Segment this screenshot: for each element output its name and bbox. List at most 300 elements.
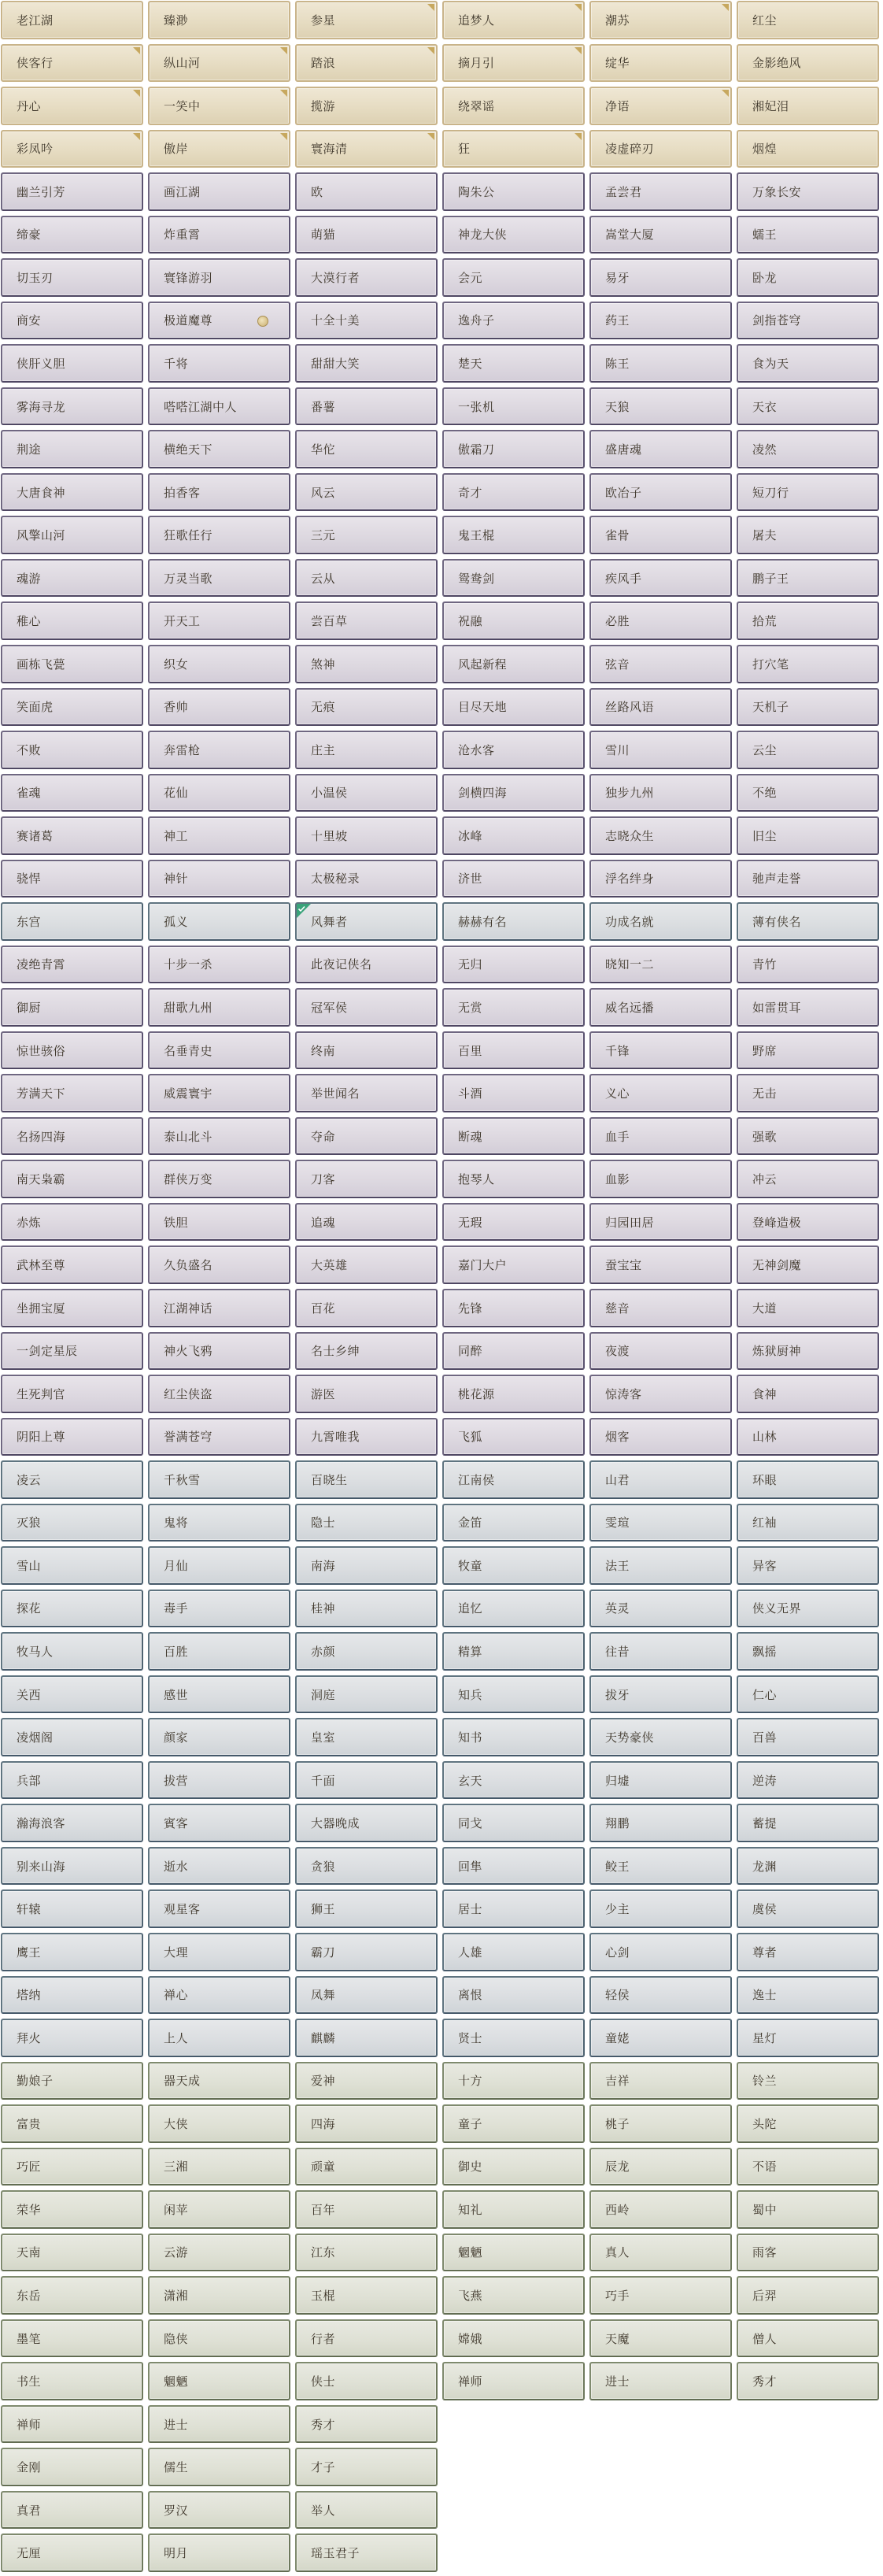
- title-tile[interactable]: [1, 1675, 143, 1714]
- title-tile[interactable]: [442, 1375, 585, 1413]
- title-tile[interactable]: [148, 2019, 290, 2057]
- title-tile[interactable]: [589, 2362, 732, 2400]
- title-tile[interactable]: [442, 1117, 585, 1156]
- title-tile[interactable]: [442, 1546, 585, 1585]
- title-tile[interactable]: [295, 902, 438, 941]
- title-tile[interactable]: [442, 688, 585, 727]
- title-tile[interactable]: [442, 387, 585, 426]
- title-tile[interactable]: [148, 1245, 290, 1284]
- title-tile[interactable]: [1, 2405, 143, 2444]
- title-tile[interactable]: [589, 87, 732, 125]
- title-tile[interactable]: [1, 2448, 143, 2486]
- title-tile[interactable]: [737, 430, 879, 468]
- title-tile[interactable]: [148, 1804, 290, 1842]
- title-tile[interactable]: [295, 816, 438, 855]
- title-tile[interactable]: [1, 2148, 143, 2186]
- title-tile[interactable]: [589, 2319, 732, 2358]
- title-tile[interactable]: [737, 1245, 879, 1284]
- title-tile[interactable]: [148, 860, 290, 898]
- title-tile[interactable]: [442, 601, 585, 640]
- title-tile[interactable]: [442, 1976, 585, 2015]
- title-tile[interactable]: [442, 2019, 585, 2057]
- title-tile[interactable]: [737, 1889, 879, 1928]
- title-tile[interactable]: [442, 1460, 585, 1499]
- title-tile[interactable]: [148, 302, 290, 340]
- title-tile[interactable]: [442, 988, 585, 1027]
- title-tile[interactable]: [442, 1718, 585, 1756]
- title-tile[interactable]: [295, 44, 438, 83]
- title-tile[interactable]: [295, 1804, 438, 1842]
- title-tile[interactable]: [148, 1976, 290, 2015]
- title-tile[interactable]: [1, 1245, 143, 1284]
- title-tile[interactable]: [148, 2533, 290, 2572]
- title-tile[interactable]: [1, 1804, 143, 1842]
- title-tile[interactable]: [589, 1460, 732, 1499]
- title-tile[interactable]: [442, 1203, 585, 1242]
- title-tile[interactable]: [148, 1160, 290, 1198]
- title-tile[interactable]: [589, 302, 732, 340]
- title-tile[interactable]: [148, 1718, 290, 1756]
- title-tile[interactable]: [737, 2062, 879, 2100]
- title-tile[interactable]: [148, 1289, 290, 1327]
- title-tile[interactable]: [295, 1160, 438, 1198]
- title-tile[interactable]: [589, 1976, 732, 2015]
- title-tile[interactable]: [1, 946, 143, 984]
- title-tile[interactable]: [295, 946, 438, 984]
- title-tile[interactable]: [737, 1804, 879, 1842]
- title-tile[interactable]: [589, 516, 732, 554]
- title-tile[interactable]: [442, 1, 585, 39]
- title-tile[interactable]: [295, 387, 438, 426]
- title-tile[interactable]: [589, 1889, 732, 1928]
- title-tile[interactable]: [295, 473, 438, 512]
- title-tile[interactable]: [295, 1289, 438, 1327]
- title-tile[interactable]: [1, 1031, 143, 1070]
- title-tile[interactable]: [737, 1203, 879, 1242]
- title-tile[interactable]: [442, 44, 585, 83]
- title-tile[interactable]: [737, 731, 879, 769]
- title-tile[interactable]: [295, 216, 438, 254]
- title-tile[interactable]: [295, 2190, 438, 2229]
- title-tile[interactable]: [148, 601, 290, 640]
- title-tile[interactable]: [1, 731, 143, 769]
- title-tile[interactable]: [737, 1074, 879, 1112]
- title-tile[interactable]: [295, 1375, 438, 1413]
- title-tile[interactable]: [737, 1160, 879, 1198]
- title-tile[interactable]: [1, 1418, 143, 1456]
- title-tile[interactable]: [295, 1203, 438, 1242]
- title-tile[interactable]: [442, 816, 585, 855]
- title-tile[interactable]: [1, 1289, 143, 1327]
- title-tile[interactable]: [1, 1117, 143, 1156]
- title-tile[interactable]: [442, 302, 585, 340]
- title-tile[interactable]: [295, 1847, 438, 1886]
- title-tile[interactable]: [442, 1933, 585, 1971]
- title-tile[interactable]: [442, 1074, 585, 1112]
- title-tile[interactable]: [442, 774, 585, 812]
- title-tile[interactable]: [442, 1245, 585, 1284]
- title-tile[interactable]: [1, 172, 143, 211]
- title-tile[interactable]: [442, 1031, 585, 1070]
- title-tile[interactable]: [295, 2062, 438, 2100]
- title-tile[interactable]: [1, 688, 143, 727]
- title-tile[interactable]: [442, 1418, 585, 1456]
- title-tile[interactable]: [1, 2491, 143, 2530]
- title-tile[interactable]: [589, 1375, 732, 1413]
- title-tile[interactable]: [442, 2148, 585, 2186]
- title-tile[interactable]: [442, 2234, 585, 2272]
- title-tile[interactable]: [148, 2276, 290, 2315]
- title-tile[interactable]: [442, 731, 585, 769]
- title-tile[interactable]: [589, 172, 732, 211]
- title-tile[interactable]: [1, 1718, 143, 1756]
- title-tile[interactable]: [589, 1245, 732, 1284]
- title-tile[interactable]: [589, 44, 732, 83]
- title-tile[interactable]: [737, 1031, 879, 1070]
- title-tile[interactable]: [295, 601, 438, 640]
- title-tile[interactable]: [589, 774, 732, 812]
- title-tile[interactable]: [737, 1847, 879, 1886]
- title-tile[interactable]: [589, 1, 732, 39]
- title-tile[interactable]: [737, 387, 879, 426]
- title-tile[interactable]: [589, 688, 732, 727]
- title-tile[interactable]: [589, 130, 732, 168]
- title-tile[interactable]: [295, 2491, 438, 2530]
- title-tile[interactable]: [1, 216, 143, 254]
- title-tile[interactable]: [295, 258, 438, 297]
- title-tile[interactable]: [737, 1, 879, 39]
- title-tile[interactable]: [295, 2104, 438, 2143]
- title-tile[interactable]: [589, 601, 732, 640]
- title-tile[interactable]: [1, 1933, 143, 1971]
- title-tile[interactable]: [148, 559, 290, 598]
- title-tile[interactable]: [1, 2104, 143, 2143]
- title-tile[interactable]: [442, 860, 585, 898]
- title-tile[interactable]: [589, 1804, 732, 1842]
- title-tile[interactable]: [148, 1761, 290, 1800]
- title-tile[interactable]: [737, 258, 879, 297]
- title-tile[interactable]: [295, 688, 438, 727]
- title-tile[interactable]: [442, 1289, 585, 1327]
- title-tile[interactable]: [589, 2019, 732, 2057]
- title-tile[interactable]: [148, 44, 290, 83]
- title-tile[interactable]: [1, 387, 143, 426]
- title-tile[interactable]: [148, 946, 290, 984]
- title-tile[interactable]: [589, 2190, 732, 2229]
- title-tile[interactable]: [295, 172, 438, 211]
- title-tile[interactable]: [589, 731, 732, 769]
- title-tile[interactable]: [737, 988, 879, 1027]
- title-tile[interactable]: [737, 2234, 879, 2272]
- title-tile[interactable]: [295, 516, 438, 554]
- title-tile[interactable]: [1, 1160, 143, 1198]
- title-tile[interactable]: [589, 2104, 732, 2143]
- title-tile[interactable]: [295, 1074, 438, 1112]
- title-tile[interactable]: [1, 645, 143, 683]
- title-tile[interactable]: [737, 601, 879, 640]
- title-tile[interactable]: [1, 988, 143, 1027]
- title-tile[interactable]: [295, 1117, 438, 1156]
- title-tile[interactable]: [148, 2104, 290, 2143]
- title-tile[interactable]: [737, 2148, 879, 2186]
- title-tile[interactable]: [737, 1933, 879, 1971]
- title-tile[interactable]: [1, 430, 143, 468]
- title-tile[interactable]: [442, 1889, 585, 1928]
- title-tile[interactable]: [1, 2276, 143, 2315]
- title-tile[interactable]: [589, 946, 732, 984]
- title-tile[interactable]: [442, 1160, 585, 1198]
- title-tile[interactable]: [442, 2319, 585, 2358]
- title-tile[interactable]: [442, 946, 585, 984]
- title-tile[interactable]: [1, 1203, 143, 1242]
- title-tile[interactable]: [148, 774, 290, 812]
- title-tile[interactable]: [442, 1847, 585, 1886]
- title-tile[interactable]: [295, 731, 438, 769]
- title-tile[interactable]: [737, 2019, 879, 2057]
- title-tile[interactable]: [148, 816, 290, 855]
- title-tile[interactable]: [295, 1, 438, 39]
- title-tile[interactable]: [148, 1074, 290, 1112]
- title-tile[interactable]: [589, 1546, 732, 1585]
- title-tile[interactable]: [295, 774, 438, 812]
- title-tile[interactable]: [148, 258, 290, 297]
- title-tile[interactable]: [442, 344, 585, 383]
- title-tile[interactable]: [737, 2319, 879, 2358]
- title-tile[interactable]: [737, 860, 879, 898]
- title-tile[interactable]: [737, 688, 879, 727]
- title-tile[interactable]: [1, 344, 143, 383]
- title-tile[interactable]: [589, 1160, 732, 1198]
- title-tile[interactable]: [295, 1245, 438, 1284]
- title-tile[interactable]: [442, 516, 585, 554]
- title-tile[interactable]: [737, 774, 879, 812]
- title-tile[interactable]: [148, 387, 290, 426]
- title-tile[interactable]: [589, 1504, 732, 1542]
- title-tile[interactable]: [1, 258, 143, 297]
- title-tile[interactable]: [442, 2104, 585, 2143]
- title-tile[interactable]: [1, 2190, 143, 2229]
- title-tile[interactable]: [148, 130, 290, 168]
- title-tile[interactable]: [589, 1332, 732, 1371]
- title-tile[interactable]: [1, 559, 143, 598]
- title-tile[interactable]: [295, 1418, 438, 1456]
- title-tile[interactable]: [295, 1031, 438, 1070]
- title-tile[interactable]: [442, 258, 585, 297]
- title-tile[interactable]: [737, 1375, 879, 1413]
- title-tile[interactable]: [1, 1976, 143, 2015]
- title-tile[interactable]: [295, 1546, 438, 1585]
- title-tile[interactable]: [295, 344, 438, 383]
- title-tile[interactable]: [148, 731, 290, 769]
- title-tile[interactable]: [295, 1675, 438, 1714]
- title-tile[interactable]: [148, 216, 290, 254]
- title-tile[interactable]: [1, 902, 143, 941]
- title-tile[interactable]: [295, 645, 438, 683]
- title-tile[interactable]: [589, 559, 732, 598]
- title-tile[interactable]: [589, 216, 732, 254]
- title-tile[interactable]: [589, 645, 732, 683]
- title-tile[interactable]: [1, 2234, 143, 2272]
- title-tile[interactable]: [295, 1761, 438, 1800]
- title-tile[interactable]: [1, 473, 143, 512]
- title-tile[interactable]: [737, 44, 879, 83]
- title-tile[interactable]: [1, 1332, 143, 1371]
- title-tile[interactable]: [1, 1847, 143, 1886]
- title-tile[interactable]: [737, 816, 879, 855]
- title-tile[interactable]: [148, 1117, 290, 1156]
- title-tile[interactable]: [295, 1460, 438, 1499]
- title-tile[interactable]: [148, 2362, 290, 2400]
- title-tile[interactable]: [148, 1847, 290, 1886]
- title-tile[interactable]: [1, 2062, 143, 2100]
- title-tile[interactable]: [148, 1504, 290, 1542]
- title-tile[interactable]: [1, 302, 143, 340]
- title-tile[interactable]: [148, 2062, 290, 2100]
- title-tile[interactable]: [737, 130, 879, 168]
- title-tile[interactable]: [148, 2319, 290, 2358]
- title-tile[interactable]: [148, 902, 290, 941]
- title-tile[interactable]: [589, 1761, 732, 1800]
- title-tile[interactable]: [148, 430, 290, 468]
- title-tile[interactable]: [442, 1504, 585, 1542]
- title-tile[interactable]: [148, 1, 290, 39]
- title-tile[interactable]: [1, 2362, 143, 2400]
- title-tile[interactable]: [148, 1460, 290, 1499]
- title-tile[interactable]: [1, 2533, 143, 2572]
- title-tile[interactable]: [737, 2362, 879, 2400]
- title-tile[interactable]: [737, 2276, 879, 2315]
- title-tile[interactable]: [148, 172, 290, 211]
- title-tile[interactable]: [1, 1375, 143, 1413]
- title-tile[interactable]: [589, 2062, 732, 2100]
- title-tile[interactable]: [442, 1761, 585, 1800]
- title-tile[interactable]: [295, 2019, 438, 2057]
- title-tile[interactable]: [148, 516, 290, 554]
- title-tile[interactable]: [737, 1761, 879, 1800]
- title-tile[interactable]: [589, 1718, 732, 1756]
- title-tile[interactable]: [295, 2405, 438, 2444]
- title-tile[interactable]: [148, 688, 290, 727]
- title-tile[interactable]: [737, 946, 879, 984]
- title-tile[interactable]: [148, 1632, 290, 1671]
- title-tile[interactable]: [1, 1889, 143, 1928]
- title-tile[interactable]: [295, 2234, 438, 2272]
- title-tile[interactable]: [737, 516, 879, 554]
- title-tile[interactable]: [589, 1289, 732, 1327]
- title-tile[interactable]: [737, 1117, 879, 1156]
- title-tile[interactable]: [1, 130, 143, 168]
- title-tile[interactable]: [589, 860, 732, 898]
- title-tile[interactable]: [589, 344, 732, 383]
- title-tile[interactable]: [295, 2448, 438, 2486]
- title-tile[interactable]: [737, 1718, 879, 1756]
- title-tile[interactable]: [589, 473, 732, 512]
- title-tile[interactable]: [589, 387, 732, 426]
- title-tile[interactable]: [148, 2148, 290, 2186]
- title-tile[interactable]: [148, 988, 290, 1027]
- title-tile[interactable]: [1, 2319, 143, 2358]
- title-tile[interactable]: [148, 1031, 290, 1070]
- title-tile[interactable]: [737, 645, 879, 683]
- title-tile[interactable]: [148, 473, 290, 512]
- title-tile[interactable]: [442, 902, 585, 941]
- title-tile[interactable]: [589, 2276, 732, 2315]
- title-tile[interactable]: [737, 1590, 879, 1628]
- title-tile[interactable]: [1, 1504, 143, 1542]
- title-tile[interactable]: [737, 1546, 879, 1585]
- title-tile[interactable]: [1, 2019, 143, 2057]
- title-tile[interactable]: [442, 1804, 585, 1842]
- title-tile[interactable]: [1, 516, 143, 554]
- title-tile[interactable]: [442, 216, 585, 254]
- title-tile[interactable]: [737, 1504, 879, 1542]
- title-tile[interactable]: [1, 1590, 143, 1628]
- title-tile[interactable]: [442, 130, 585, 168]
- title-tile[interactable]: [295, 302, 438, 340]
- title-tile[interactable]: [737, 1632, 879, 1671]
- title-tile[interactable]: [295, 2148, 438, 2186]
- title-tile[interactable]: [737, 1332, 879, 1371]
- title-tile[interactable]: [295, 2276, 438, 2315]
- title-tile[interactable]: [442, 1590, 585, 1628]
- title-tile[interactable]: [737, 2190, 879, 2229]
- title-tile[interactable]: [589, 1933, 732, 1971]
- title-tile[interactable]: [442, 473, 585, 512]
- title-tile[interactable]: [589, 1590, 732, 1628]
- title-tile[interactable]: [1, 774, 143, 812]
- title-tile[interactable]: [148, 645, 290, 683]
- title-tile[interactable]: [589, 1847, 732, 1886]
- title-tile[interactable]: [589, 1418, 732, 1456]
- title-tile[interactable]: [148, 1889, 290, 1928]
- title-tile[interactable]: [148, 2491, 290, 2530]
- title-tile[interactable]: [589, 2148, 732, 2186]
- title-tile[interactable]: [589, 1675, 732, 1714]
- title-tile[interactable]: [737, 1289, 879, 1327]
- title-tile[interactable]: [1, 1546, 143, 1585]
- title-tile[interactable]: [148, 344, 290, 383]
- title-tile[interactable]: [737, 2104, 879, 2143]
- title-tile[interactable]: [589, 1117, 732, 1156]
- title-tile[interactable]: [148, 1675, 290, 1714]
- title-tile[interactable]: [148, 2190, 290, 2229]
- title-tile[interactable]: [737, 1675, 879, 1714]
- title-tile[interactable]: [442, 1332, 585, 1371]
- title-tile[interactable]: [737, 1460, 879, 1499]
- title-tile[interactable]: [589, 1074, 732, 1112]
- title-tile[interactable]: [589, 1203, 732, 1242]
- title-tile[interactable]: [737, 559, 879, 598]
- title-tile[interactable]: [737, 1976, 879, 2015]
- title-tile[interactable]: [442, 172, 585, 211]
- title-tile[interactable]: [148, 2234, 290, 2272]
- title-tile[interactable]: [737, 87, 879, 125]
- title-tile[interactable]: [148, 1418, 290, 1456]
- title-tile[interactable]: [148, 1375, 290, 1413]
- title-tile[interactable]: [589, 902, 732, 941]
- title-tile[interactable]: [295, 2362, 438, 2400]
- title-tile[interactable]: [295, 1889, 438, 1928]
- title-tile[interactable]: [589, 988, 732, 1027]
- title-tile[interactable]: [295, 1718, 438, 1756]
- title-tile[interactable]: [295, 430, 438, 468]
- title-tile[interactable]: [295, 130, 438, 168]
- title-tile[interactable]: [295, 1332, 438, 1371]
- title-tile[interactable]: [295, 1504, 438, 1542]
- title-tile[interactable]: [295, 2533, 438, 2572]
- title-tile[interactable]: [1, 816, 143, 855]
- title-tile[interactable]: [442, 87, 585, 125]
